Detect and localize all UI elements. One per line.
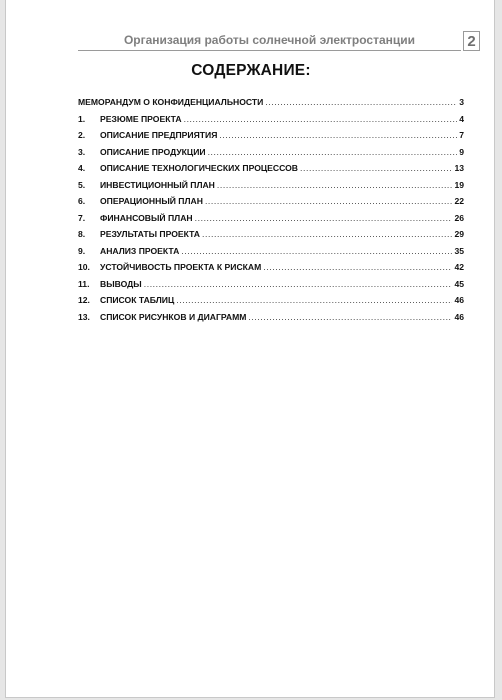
toc-entry-label: СПИСОК ТАБЛИЦ	[100, 295, 175, 305]
toc-entry-page: 13	[454, 163, 464, 173]
page-number-box: 2	[463, 31, 480, 51]
toc-entry[interactable]	[78, 196, 464, 213]
toc-entry-label: СПИСОК РИСУНКОВ И ДИАГРАММ	[100, 311, 247, 322]
toc-dot-leader	[265, 97, 457, 107]
toc-entry-page: 45	[454, 278, 464, 289]
toc-entry-page: 29	[454, 229, 464, 239]
toc-entry-number: 2.	[78, 130, 86, 140]
toc-entry[interactable]	[78, 114, 464, 131]
toc-dot-leader	[219, 130, 457, 140]
toc-entry-label: ОПИСАНИЕ ПРОДУКЦИИ	[100, 146, 206, 157]
toc-dot-leader	[202, 229, 452, 239]
toc-dot-leader	[181, 246, 452, 256]
toc-dot-leader	[144, 279, 453, 289]
toc-entry[interactable]	[78, 229, 464, 246]
toc-dot-leader	[248, 312, 452, 322]
toc-entry[interactable]	[78, 97, 464, 114]
toc-entry-label: ОПЕРАЦИОННЫЙ ПЛАН	[100, 196, 203, 206]
toc-entry[interactable]	[78, 295, 464, 312]
toc-entry-page: 9	[459, 146, 464, 157]
toc-entry-number: 12.	[78, 295, 90, 305]
toc-entry-label: УСТОЙЧИВОСТЬ ПРОЕКТА К РИСКАМ	[100, 262, 262, 272]
toc-entry-page: 19	[454, 179, 464, 190]
toc-dot-leader	[300, 163, 452, 173]
toc-entry-number: 4.	[78, 163, 86, 173]
toc-entry-number: 3.	[78, 146, 86, 157]
toc-entry-page: 3	[459, 97, 464, 107]
toc-entry-page: 35	[454, 245, 464, 256]
toc-dot-leader	[184, 114, 458, 124]
toc-entry-label: ОПИСАНИЕ ТЕХНОЛОГИЧЕСКИХ ПРОЦЕССОВ	[100, 163, 298, 173]
toc-entry[interactable]	[78, 213, 464, 230]
toc-dot-leader	[263, 262, 452, 272]
toc-entry-number: 8.	[78, 229, 86, 239]
toc-entry-number: 11.	[78, 278, 90, 289]
toc-dot-leader	[176, 295, 452, 305]
toc-entry-label: ВЫВОДЫ	[100, 278, 142, 289]
toc-list	[78, 97, 464, 328]
toc-entry-page: 26	[454, 212, 464, 223]
toc-entry-number: 7.	[78, 212, 86, 223]
toc-entry-page: 46	[454, 295, 464, 305]
toc-entry-label: РЕЗУЛЬТАТЫ ПРОЕКТА	[100, 229, 200, 239]
running-header-title: Организация работы солнечной электростанции	[123, 33, 416, 47]
toc-entry[interactable]	[78, 180, 464, 197]
toc-entry[interactable]	[78, 147, 464, 164]
toc-entry-page: 4	[459, 113, 464, 124]
toc-entry[interactable]	[78, 262, 464, 279]
toc-entry-number: 9.	[78, 245, 86, 256]
toc-dot-leader	[208, 147, 458, 157]
document-page	[5, 0, 495, 698]
toc-entry-number: 6.	[78, 196, 86, 206]
toc-entry-label: ОПИСАНИЕ ПРЕДПРИЯТИЯ	[100, 130, 218, 140]
toc-entry-label: МЕМОРАНДУМ О КОНФИДЕНЦИАЛЬНОСТИ	[78, 97, 264, 107]
toc-entry-label: РЕЗЮМЕ ПРОЕКТА	[100, 113, 182, 124]
toc-entry-number: 10.	[78, 262, 90, 272]
toc-entry-number: 5.	[78, 179, 86, 190]
toc-entry-page: 22	[454, 196, 464, 206]
toc-entry-number: 13.	[78, 311, 90, 322]
toc-entry[interactable]	[78, 130, 464, 147]
toc-dot-leader	[195, 213, 453, 223]
running-header	[78, 31, 461, 51]
toc-entry-page: 42	[454, 262, 464, 272]
toc-entry-page: 46	[454, 311, 464, 322]
toc-entry-number: 1.	[78, 113, 86, 124]
toc-entry[interactable]	[78, 312, 464, 329]
toc-entry-label: АНАЛИЗ ПРОЕКТА	[100, 245, 180, 256]
toc-entry-page: 7	[459, 130, 464, 140]
toc-entry-label: ИНВЕСТИЦИОННЫЙ ПЛАН	[100, 179, 215, 190]
toc-entry-label: ФИНАНСОВЫЙ ПЛАН	[100, 212, 193, 223]
toc-heading: СОДЕРЖАНИЕ:	[191, 62, 311, 79]
toc-entry[interactable]	[78, 163, 464, 180]
toc-entry[interactable]	[78, 246, 464, 263]
toc-dot-leader	[205, 196, 453, 206]
toc-dot-leader	[217, 180, 453, 190]
toc-entry[interactable]	[78, 279, 464, 296]
